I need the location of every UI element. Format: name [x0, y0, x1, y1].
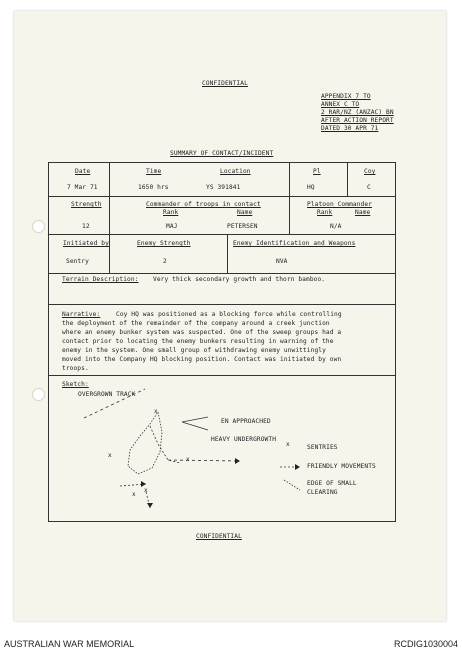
coy-value: C — [367, 184, 371, 191]
archive-footer — [0, 634, 462, 653]
sketch-label-sentries: SENTRIES — [307, 444, 338, 451]
footer-source: AUSTRALIAN WAR MEMORIAL — [4, 639, 135, 649]
narrative-line: troops. — [62, 365, 89, 372]
narrative-label: Narrative: — [62, 311, 101, 318]
sentry-marker: x — [154, 408, 158, 415]
narrative-line: enemy in the system. One small group of withdrawing enemy unwittingly — [62, 347, 326, 354]
sketch-label-edge-line2: CLEARING — [307, 489, 338, 496]
en-approach-arrow — [182, 417, 208, 430]
appendix-line-1: APPENDIX 7 TO — [321, 93, 371, 100]
date-value: 7 Mar 71 — [67, 184, 98, 191]
legend-edge-line — [284, 480, 300, 490]
pc-name-label: Name — [355, 209, 371, 216]
sketch-label-en-approached: EN APPROACHED — [221, 418, 271, 425]
pl-value: HQ — [307, 184, 315, 191]
initiated-value: Sentry — [66, 258, 89, 265]
terrain-value: Very thick secondary growth and thorn bamboo. — [153, 276, 326, 283]
sentry-marker: x — [186, 456, 190, 463]
enemy-strength-value: 2 — [163, 258, 167, 265]
coy-label: Coy — [364, 168, 376, 175]
time-value: 1650 hrs — [138, 184, 169, 191]
legend-sentry-marker: x — [286, 441, 290, 448]
location-value: YS 391841 — [206, 184, 241, 191]
rank-label: Rank — [163, 209, 179, 216]
form-title: SUMMARY OF CONTACT/INCIDENT — [170, 150, 274, 157]
strength-value: 12 — [82, 223, 90, 230]
sketch-label-overgrown-track: OVERGROWN TRACK — [78, 391, 136, 398]
name-label: Name — [237, 209, 253, 216]
platoon-commander-label: Platoon Commander — [307, 201, 373, 208]
pl-label: Pl — [313, 168, 321, 175]
location-label: Location — [220, 168, 251, 175]
footer-record-id: RCDIG1030004 — [393, 639, 458, 649]
sentry-marker: x — [132, 491, 136, 498]
time-label: Time — [146, 168, 162, 175]
sketch-label-edge-line1: EDGE OF SMALL — [307, 480, 357, 487]
enemy-id-label: Enemy Identification and Weapons — [233, 240, 356, 247]
terrain-label: Terrain Description: — [62, 276, 139, 283]
narrative-line: the deployment of the remainder of the company around a creek junction — [62, 320, 330, 327]
rank-value: MAJ — [166, 223, 178, 230]
enemy-strength-label: Enemy Strength — [137, 240, 191, 247]
movement-arrowhead — [147, 503, 153, 508]
appendix-line-5: DATED 30 APR 71 — [321, 125, 379, 132]
narrative-line: contact prior to locating the enemy bunkers resulting in warning of the — [62, 338, 334, 345]
sketch-label-friendly-movements: FRIENDLY MOVEMENTS — [307, 463, 376, 470]
initiated-label: Initiated by — [63, 240, 109, 247]
commander-label: Commander of troops in contact — [146, 201, 261, 208]
classification-top: CONFIDENTIAL — [202, 80, 248, 87]
appendix-line-4: AFTER ACTION REPORT — [321, 117, 394, 124]
sentry-marker: x — [108, 452, 112, 459]
heavy-undergrowth-edge — [150, 426, 180, 463]
clearing-edge — [128, 412, 162, 474]
friendly-movement-path — [168, 460, 240, 461]
sketch-label: Sketch: — [62, 381, 89, 388]
narrative-line: moved into the Company HQ blocking position. Contact was initiated by own — [62, 356, 342, 363]
classification-bottom: CONFIDENTIAL — [196, 533, 242, 540]
sentry-marker: x — [144, 487, 148, 494]
name-value: PETERSEN — [227, 223, 258, 230]
pc-value: N/A — [330, 223, 342, 230]
pc-rank-label: Rank — [317, 209, 333, 216]
movement-arrowhead — [235, 458, 240, 464]
date-label: Date — [75, 168, 91, 175]
narrative-line: where an enemy bunker system was suspected. One of the sweep groups had a — [62, 329, 342, 336]
narrative-line: Coy HQ was positioned as a blocking force while controlling — [116, 311, 342, 318]
overgrown-track-line — [84, 389, 145, 418]
appendix-line-3: 2 RAR/NZ (ANZAC) BN — [321, 109, 394, 116]
legend-arrowhead — [295, 464, 300, 470]
enemy-id-value: NVA — [276, 258, 288, 265]
appendix-line-2: ANNEX C TO — [321, 101, 360, 108]
strength-label: Strength — [71, 201, 102, 208]
sketch-label-heavy-undergrowth: HEAVY UNDERGROWTH — [211, 436, 277, 443]
